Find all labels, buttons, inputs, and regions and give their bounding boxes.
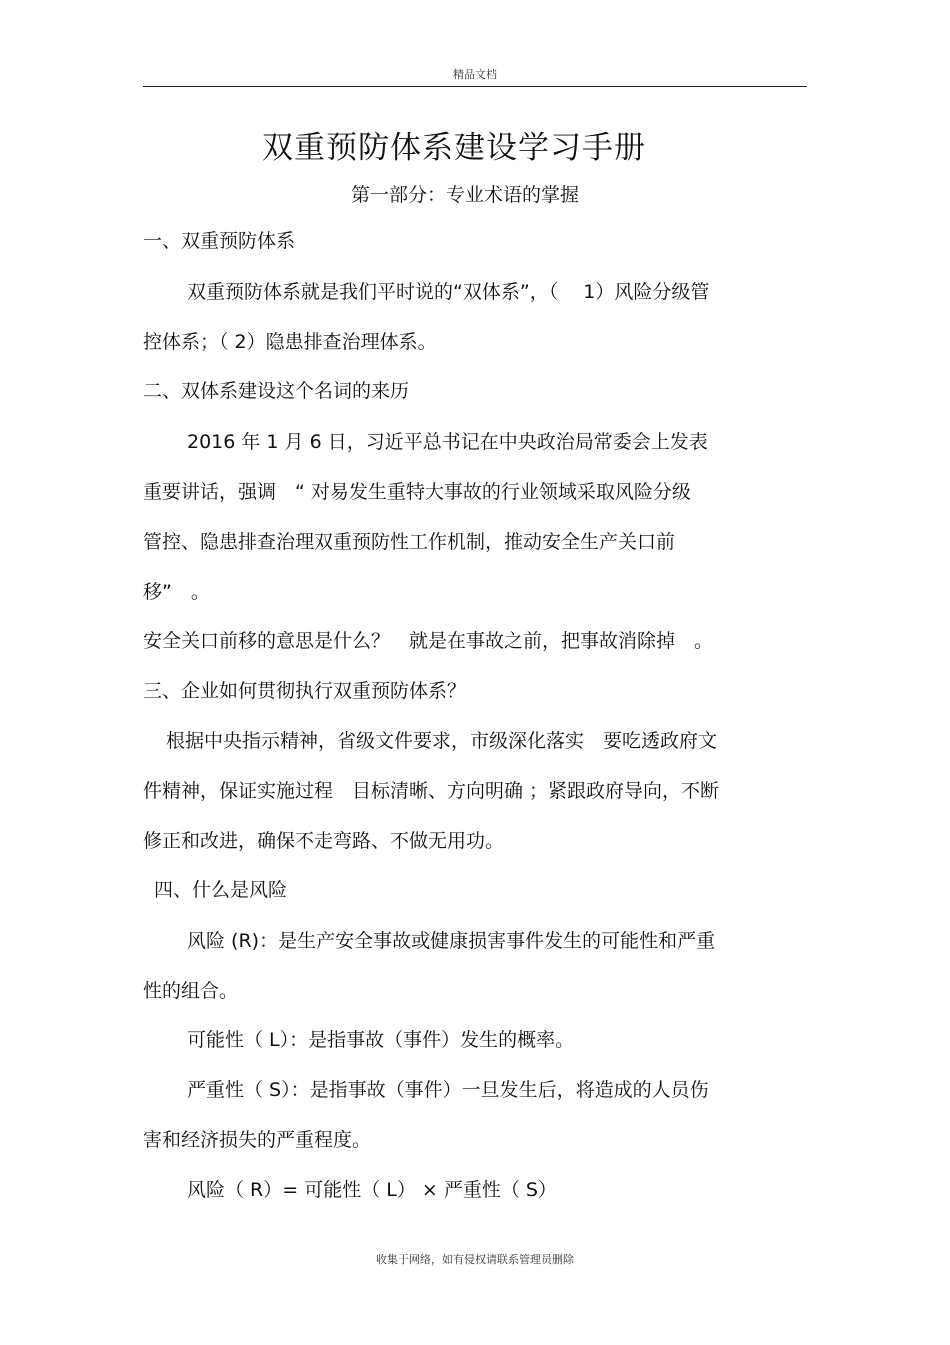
paragraph-line: 移” 。	[143, 581, 210, 603]
paragraph-line: 严重性（ S）：是指事故（事件）一旦发生后，将造成的人员伤	[187, 1079, 709, 1101]
document-subtitle: 第一部分：专业术语的掌握	[350, 184, 579, 206]
paragraph-line: 件精神，保证实施过程 目标清晰、方向明确 ；紧跟政府导向，不断	[143, 780, 720, 802]
paragraph-line: 2016 年 1 月 6 日，习近平总书记在中央政治局常委会上发表	[187, 431, 708, 453]
paragraph-line: 可能性（ L）：是指事故（事件）发生的概率。	[187, 1029, 575, 1051]
paragraph-line: 修正和改进，确保不走弯路、不做无用功。	[143, 830, 505, 852]
paragraph-line: 控体系；（ 2）隐患排查治理体系。	[143, 331, 437, 353]
page-header: 精品文档	[453, 68, 497, 81]
section-heading-1: 一、双重预防体系	[143, 230, 296, 252]
risk-formula: 风险（ R）= 可能性（ L） × 严重性（ S）	[187, 1179, 557, 1201]
paragraph-line: 性的组合。	[143, 980, 239, 1002]
page-footer: 收集于网络，如有侵权请联系管理员删除	[376, 1253, 574, 1266]
section-heading-2: 二、双体系建设这个名词的来历	[143, 380, 410, 402]
paragraph-line: 害和经济损失的严重程度。	[143, 1129, 372, 1151]
paragraph-line: 重要讲话，强调 “ 对易发生重特大事故的行业领域采取风险分级	[143, 481, 691, 503]
paragraph-line: 管控、隐患排查治理双重预防性工作机制，推动安全生产关口前	[143, 531, 676, 553]
section-heading-4: 四、什么是风险	[154, 879, 288, 901]
paragraph-line: 风险 (R)：是生产安全事故或健康损害事件发生的可能性和严重	[187, 930, 716, 952]
paragraph-line: 安全关口前移的意思是什么？ 就是在事故之前，把事故消除掉 。	[143, 630, 714, 652]
header-divider	[143, 86, 807, 87]
section-heading-3: 三、企业如何贯彻执行双重预防体系？	[143, 680, 467, 702]
document-title: 双重预防体系建设学习手册	[262, 130, 646, 166]
paragraph-line: 双重预防体系就是我们平时说的“双体系”，（ 1）风险分级管	[187, 281, 710, 303]
paragraph-line: 根据中央指示精神，省级文件要求，市级深化落实 要吃透政府文	[166, 730, 718, 752]
